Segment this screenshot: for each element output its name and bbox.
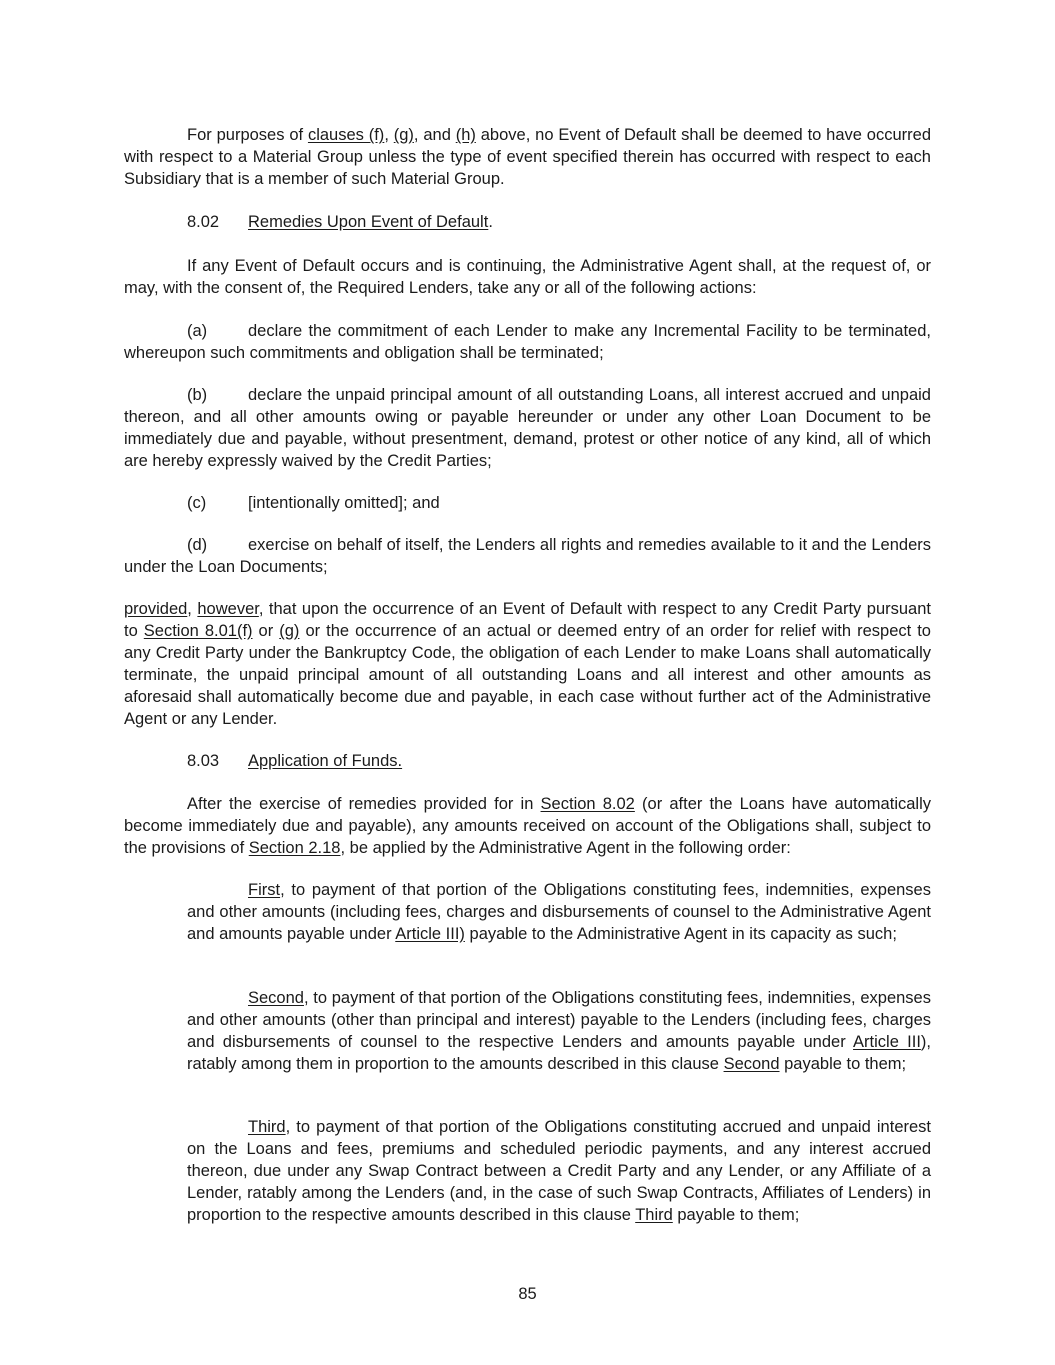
paragraph-application-of-funds: After the exercise of remedies provided for in Section 8.02 (or after the Loans have automatically become immediately due and payable), any amounts received on account of the Obligations shall, subject to the provisions of Section 2.18, be applied by the Administrative Agent in the following order: — [124, 795, 931, 857]
section-8-02-ref: Section 8.02 — [540, 795, 635, 813]
list-item-c: (c) [intentionally omitted]; and — [187, 494, 440, 512]
item-label: (a) — [187, 322, 208, 340]
clause-f-ref: clauses (f) — [307, 126, 385, 144]
page-number: 85 — [518, 1285, 537, 1303]
article-iii-ref: Article III — [853, 1033, 921, 1051]
item-label: (c) — [187, 494, 207, 512]
priority-second: Second, to payment of that portion of the Obligations constituting fees, indemnities, expenses and other amounts (other than principal and interest) payable to the Lenders (including fees, charges and disbursements of counsel to the respective Lenders and amounts payable under Article III), ratably among them in proportion to the amounts described in this clause Second payable to them; — [187, 989, 931, 1073]
item-label: (b) — [187, 386, 208, 404]
provided-term: provided — [124, 600, 188, 618]
paragraph-proviso: provided, however, that upon the occurrence of an Event of Default with respect to any Credit Party pursuant to Section 8.01(f) or (g) or the occurrence of an actual or deemed entry of an order for relief with respect to any Credit Party under the Bankruptcy Code, the obligation of each Lender to make Loans shall automatically terminate, the unpaid principal amount of all outstanding Loans and all interest and other amounts as aforesaid shall automatically become due and payable, in each case without further act of the Administrative Agent or any Lender. — [124, 600, 931, 728]
second-clause-ref: Second — [723, 1055, 780, 1073]
section-number: 8.03 — [187, 752, 220, 770]
list-item-a: (a) declare the commitment of each Lender to make any Incremental Facility to be terminated, whereupon such commitments and obligation shall be terminated; — [124, 322, 931, 362]
paragraph-event-of-default: If any Event of Default occurs and is continuing, the Administrative Agent shall, at the request of, or may, with the consent of, the Required Lenders, take any or all of the following actions: — [124, 257, 931, 297]
section-heading-8-03 — [187, 750, 402, 772]
clause-g-ref: (g) — [393, 126, 414, 144]
section-8-01-f-ref: Section 8.01(f) — [143, 622, 253, 640]
clause-h-ref: (h) — [455, 126, 476, 144]
third-label: Third — [248, 1118, 286, 1136]
section-title: Remedies Upon Event of Default — [248, 213, 489, 231]
priority-first: First, to payment of that portion of the Obligations constituting fees, indemnities, expenses and other amounts (including fees, charges and disbursements of counsel to the Administrative Agent and amounts payable under Article III) payable to the Administrative Agent in its capacity as such; — [187, 881, 931, 943]
second-label: Second — [248, 989, 304, 1007]
third-clause-ref: Third — [635, 1206, 673, 1224]
list-item-b: (b) declare the unpaid principal amount of all outstanding Loans, all interest accrued and unpaid thereon, and all other amounts owing or payable hereunder or under any other Loan Document to be immediately due and payable, without presentment, demand, protest or other notice of any kind, all of which are hereby expressly waived by the Credit Parties; — [124, 386, 931, 470]
article-iii-ref: Article III) — [395, 925, 465, 943]
paragraph-material-group: For purposes of clauses (f), (g), and (h) above, no Event of Default shall be deemed to have occurred with respect to a Material Group unless the type of event specified therein has occurred with respect to each Subsidiary that is a member of such Material Group. — [124, 126, 932, 188]
section-2-18-ref: Section 2.18 — [248, 839, 341, 857]
item-label: (d) — [187, 536, 208, 554]
first-label: First — [248, 881, 281, 899]
section-heading-8-02: 8.02 Remedies Upon Event of Default. — [187, 213, 493, 231]
however-term: however — [197, 600, 259, 618]
section-number: 8.02 — [187, 213, 220, 231]
section-title: Application of Funds. — [248, 752, 403, 770]
clause-g-ref: (g) — [279, 622, 300, 640]
priority-third: Third, to payment of that portion of the Obligations constituting accrued and unpaid interest on the Loans and fees, premiums and scheduled periodic payments, and any interest accrued thereon, due under any Swap Contract between a Credit Party and any Lender, or any Affiliate of a Lender, ratably among the Lenders (and, in the case of such Swap Contracts, Affiliates of Lenders) in proportion to the respective amounts described in this clause Third payable to them; — [187, 1118, 931, 1224]
list-item-d: (d) exercise on behalf of itself, the Lenders all rights and remedies available to it and the Lenders under the Loan Documents; — [124, 536, 931, 576]
